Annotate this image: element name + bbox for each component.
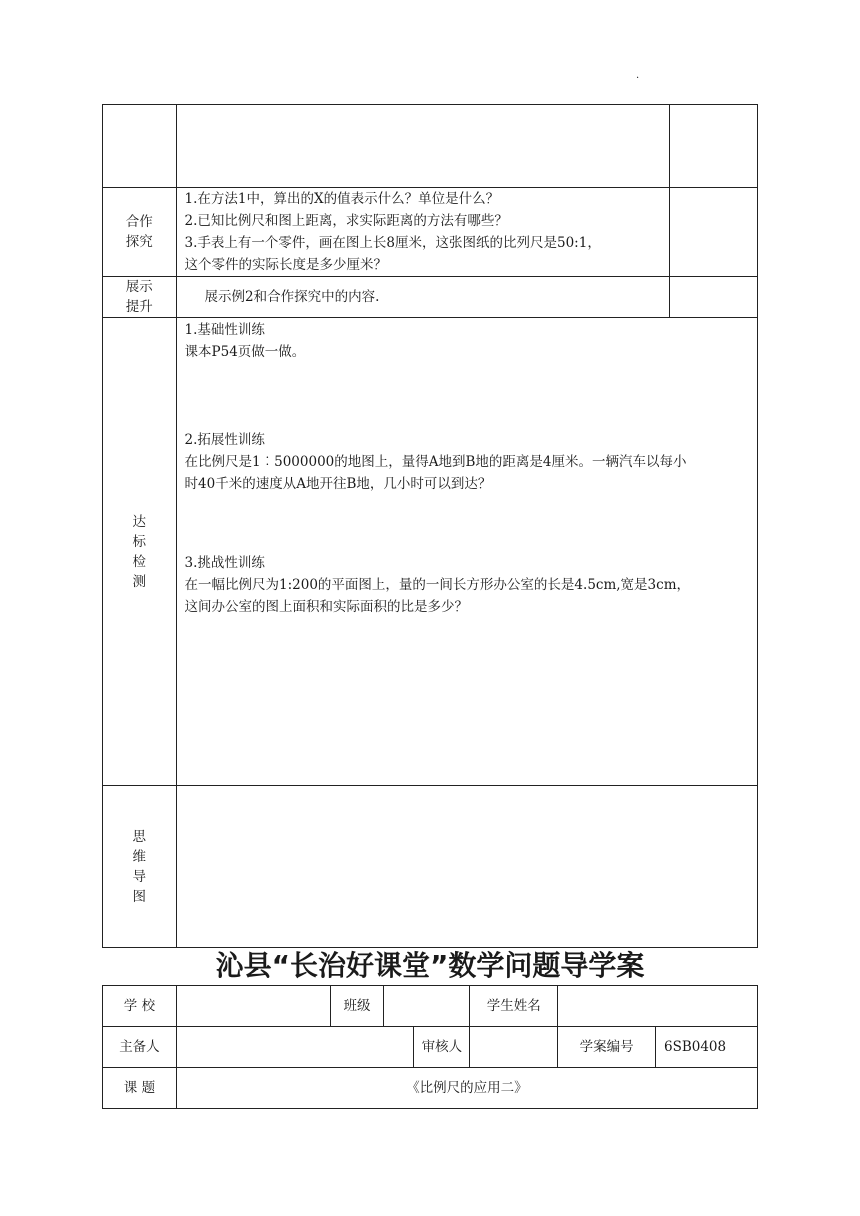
worksheet-table [102,104,758,948]
mindmap-row [103,786,758,948]
present-row [103,277,758,318]
info-row-3 [103,1068,758,1109]
present-content: 展示例2和合作探究中的内容. [176,277,670,318]
info-table [102,985,758,1109]
basic-title: 1.基础性训练 [184,322,265,338]
blank-label-cell [103,105,177,188]
cooperate-item: 2.已知比例尺和图上距离，求实际距离的方法有哪些？ [184,213,508,229]
reviewer-label: 审核人 [414,1027,470,1068]
check-label: 达 标 检 测 [103,318,177,786]
challenge-text: 在一幅比例尺为1:200的平面图上，量的一间长方形办公室的长是4.5cm,宽是3cm， [184,577,691,593]
topic-label: 课 题 [103,1068,177,1109]
blank-row [103,105,758,188]
page-title: 沁县“长治好课堂”数学问题导学案 [215,949,645,982]
extend-text: 时40千米的速度从A地开往B地，几小时可以到达？ [184,476,492,492]
mindmap-area [176,786,757,948]
cooperate-side-cell [670,188,758,277]
present-label: 展示 提升 [103,277,177,318]
blank-content-cell [176,105,670,188]
cooperate-label: 合作 探究 [103,188,177,277]
cooperate-content [176,188,670,277]
cooperate-row [103,188,758,277]
code-value: 6SB0408 [656,1027,758,1068]
info-row-2 [103,1027,758,1068]
code-label: 学案编号 [558,1027,656,1068]
challenge-title: 3.挑战性训练 [184,555,265,571]
info-row-1 [103,986,758,1027]
cooperate-item: 1.在方法1中，算出的X的值表示什么？单位是什么？ [184,191,500,207]
page-mark: . [636,70,640,81]
cooperate-item: 这个零件的实际长度是多少厘米？ [184,257,388,273]
challenge-text: 这间办公室的图上面积和实际面积的比是多少？ [184,599,469,615]
school-label: 学 校 [103,986,177,1027]
preparer-field[interactable] [176,1027,414,1068]
class-field[interactable] [384,986,470,1027]
school-field[interactable] [176,986,330,1027]
preparer-label: 主备人 [103,1027,177,1068]
present-side-cell [670,277,758,318]
extend-text: 在比例尺是1︰5000000的地图上，量得A地到B地的距离是4厘米。一辆汽车以每小 [184,454,687,470]
student-name-field[interactable] [558,986,758,1027]
cooperate-item: 3.手表上有一个零件，画在图上长8厘米，这张图纸的比列尺是50:1， [184,235,601,251]
check-row [103,318,758,786]
student-name-label: 学生姓名 [470,986,558,1027]
reviewer-field[interactable] [470,1027,558,1068]
topic-value: 《比例尺的应用二》 [176,1068,757,1109]
class-label: 班级 [330,986,384,1027]
blank-side-cell [670,105,758,188]
mindmap-label: 思 维 导 图 [103,786,177,948]
extend-title: 2.拓展性训练 [184,432,265,448]
check-content [176,318,757,786]
basic-text: 课本P54页做一做。 [184,344,306,360]
